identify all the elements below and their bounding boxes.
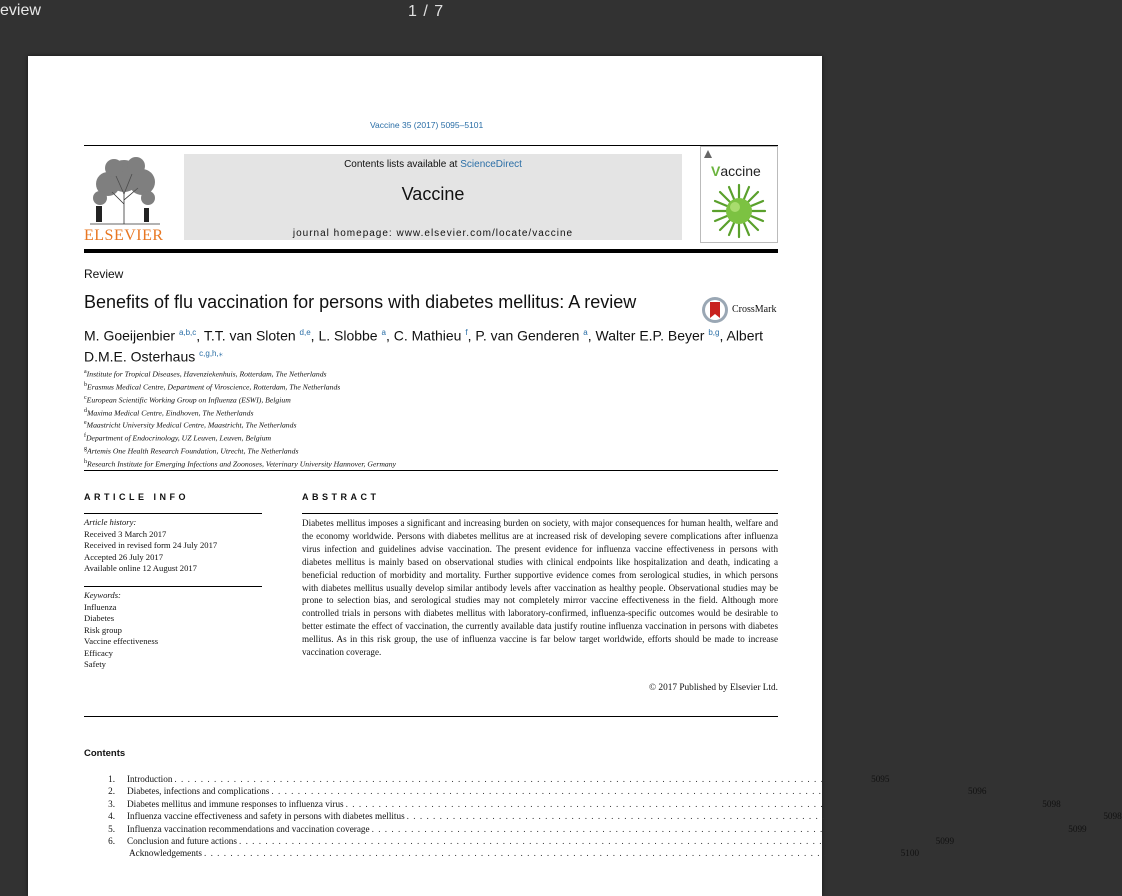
affiliation-key: g [84, 446, 87, 453]
journal-cover [700, 146, 778, 243]
toc-page: 5100 [900, 848, 920, 859]
toc-title[interactable]: Diabetes mellitus and immune responses to influenza virus [127, 798, 344, 809]
toc-title[interactable]: Conclusion and future actions [127, 835, 237, 846]
article-type: Review [84, 267, 124, 281]
affiliation-item [84, 406, 396, 419]
crossmark-label[interactable]: CrossMark [732, 304, 777, 315]
affiliation-text: Maxima Medical Centre, Eindhoven, The Netherlands [87, 408, 254, 418]
toc-item[interactable]: Acknowledgements . . . . . . . . . . . . . . . . . . . . . . . . . . . . . . . . . . . . . . . . . . . . . . . . . . . . . . . . . . . . . . . . . . . . . . . . . . . . . . . . . . . . . . . . . . . . . . . . . . . . . . . . . 5100 [129, 848, 920, 859]
toc-number: 3. [108, 798, 115, 809]
author-separator: , [385, 327, 394, 344]
affiliation-key: b [84, 381, 87, 388]
history-item: Received 3 March 2017 [84, 528, 167, 539]
author-affiliation-ref[interactable]: c,g,h,⁎ [199, 348, 223, 358]
author-affiliation-ref[interactable]: a [381, 328, 386, 337]
affiliation-item [84, 444, 396, 457]
affiliation-text: Maastricht University Medical Centre, Maastricht, The Netherlands [86, 421, 297, 430]
author-affiliation-ref[interactable]: a,b,c [178, 328, 197, 337]
contents-availability [184, 159, 682, 170]
affiliation-text: European Scientific Working Group on Influenza (ESWI), Belgium [86, 395, 291, 405]
toc-page: 5098 [1042, 798, 1061, 809]
author-name: Walter E.P. Beyer [595, 327, 705, 344]
author-name: P. van Genderen [475, 327, 580, 344]
table-of-contents [84, 774, 1122, 861]
affiliation-item [84, 457, 396, 470]
keyword-item: Risk group [84, 624, 122, 635]
author-separator: , [719, 327, 727, 344]
history-item: Available online 12 August 2017 [84, 563, 197, 573]
affiliation-key: e [84, 420, 87, 427]
toc-page: 5098 [1103, 811, 1122, 822]
page-indicator[interactable]: 1 / 7 [408, 3, 445, 20]
affiliation-item [84, 431, 396, 444]
divider [302, 513, 778, 514]
toc-number: 1. [108, 774, 115, 784]
article-history [84, 517, 217, 575]
author-separator: , [467, 327, 476, 344]
divider [84, 470, 778, 471]
cover-title: Vaccine [711, 163, 761, 179]
affiliation-key: h [84, 459, 87, 466]
affiliation-text: Erasmus Medical Centre, Department of Viroscience, Rotterdam, The Netherlands [87, 382, 341, 392]
toc-page: 5099 [935, 835, 955, 846]
affiliation-key: f [84, 433, 86, 440]
keyword-item: Diabetes [84, 613, 115, 623]
affiliation-item [84, 380, 396, 393]
crossmark-icon[interactable] [701, 296, 729, 324]
divider [84, 716, 778, 717]
divider [84, 513, 262, 514]
copyright: © 2017 Published by Elsevier Ltd. [649, 683, 778, 693]
abstract-text: Diabetes mellitus imposes a significant and increasing burden on society, with major consequences for human health, welfare and the economy worldwide. Persons with diabetes mellitus are at increased risk of developing severe complications after influenza virus infection and guidelines advise vaccination. The present evidence for influenza vaccine effectiveness in persons with diabetes mellitus is mainly based on observational studies with clinical endpoints like hospitalization and death, indicating a beneficial reduction of morbidity and mortality. Further supportive evidence comes from serological studies, in which persons with diabetes mellitus usually develop similar antibody levels after vaccination as healthy people. Observational studies may be prone to selection bias, and serological studies may not completely mirror vaccine effectiveness in the field. Although more controlled trials in persons with diabetes mellitus with laboratory-confirmed, influenza-specific outcomes would be desirable to better estimate the effect of vaccination, the currently available data justify routine influenza vaccination in persons with diabetes mellitus. As in this risk group, the use of influenza vaccine is far below target worldwide, efforts should be made to increase vaccination coverage. [302, 518, 778, 658]
toc-title[interactable]: Influenza vaccination recommendations and vaccination coverage [127, 823, 370, 834]
article-title: Benefits of flu vaccination for persons with diabetes mellitus: A review [84, 292, 637, 312]
journal-name: Vaccine [401, 184, 465, 204]
toc-title[interactable]: Diabetes, infections and complications [127, 786, 270, 797]
author-affiliation-ref[interactable]: a [583, 328, 588, 337]
sciencedirect-link[interactable]: ScienceDirect [460, 159, 522, 170]
toc-item[interactable]: 3. Diabetes mellitus and immune responses to influenza virus . . . . . . . . . . . . . . . . . . . . . . . . . . . . . . . . . . . . . . . . . . . . . . . . . . . . . . . . . . . . . . . . . . . . . . . . . . . . . . . . . . . . . . . . . . . . . . . . . . . . . . . . . 5098 [84, 799, 778, 811]
affiliation-key: a [84, 369, 87, 375]
publisher-wordmark: ELSEVIER [84, 227, 164, 244]
affiliation-text: Artemis One Health Research Foundation, Utrecht, The Netherlands [87, 446, 299, 456]
author-separator: , [196, 327, 204, 344]
contents-prefix: Contents lists available at [344, 159, 461, 170]
author-affiliation-ref[interactable]: d,e [299, 328, 311, 337]
author-affiliation-ref[interactable]: b,g [708, 328, 720, 337]
affiliation-list [84, 367, 396, 470]
divider [84, 586, 262, 587]
toc-number: 2. [108, 786, 115, 797]
author-name: Albert D.M.E. Osterhaus [84, 327, 764, 365]
abstract-heading: ABSTRACT [302, 492, 380, 502]
toc-item[interactable]: 5. Influenza vaccination recommendations and vaccination coverage . . . . . . . . . . . . . . . . . . . . . . . . . . . . . . . . . . . . . . . . . . . . . . . . . . . . . . . . . . . . . . . . . . . . . . . . . . . . . . . . . . . . . . . . . . . . . . . . . . . . . . . . . 5099 [84, 824, 778, 836]
toc-number: 6. [108, 835, 115, 846]
keywords-label: Keywords: [84, 590, 121, 600]
header-divider [84, 249, 778, 253]
keyword-item: Influenza [84, 601, 117, 612]
cover-logo-icon [703, 149, 713, 159]
journal-citation[interactable]: Vaccine 35 (2017) 5095–5101 [370, 120, 484, 130]
history-label: Article history: [84, 517, 137, 527]
journal-banner [184, 154, 682, 240]
affiliation-text: Department of Endocrinology, UZ Leuven, Leuven, Belgium [86, 433, 272, 443]
author-name: L. Slobbe [318, 327, 378, 344]
affiliation-text: Institute for Tropical Diseases, Havenziekenhuis, Rotterdam, The Netherlands [86, 369, 327, 379]
keywords [84, 590, 158, 671]
affiliation-text: Research Institute for Emerging Infections and Zoonoses, Veterinary University Hannover, Germany [87, 459, 397, 469]
article-info-heading: ARTICLE INFO [84, 492, 189, 502]
document-title: eview [0, 2, 41, 19]
author-name: M. Goeijenbier [84, 327, 176, 344]
author-separator: , [310, 327, 319, 344]
toc-item[interactable]: 4. Influenza vaccine effectiveness and safety in persons with diabetes mellitus . . . . . . . . . . . . . . . . . . . . . . . . . . . . . . . . . . . . . . . . . . . . . . . . . . . . . . . . . . . . . . . . . . . . . . . . . . . . . . . . . . . . . . . . . . . . . . . . . . . . . . . . . 5098 [84, 811, 778, 823]
pdf-page [28, 56, 1122, 896]
author-list [84, 324, 784, 365]
affiliation-item [84, 418, 396, 431]
affiliation-item [84, 393, 396, 406]
history-item: Received in revised form 24 July 2017 [84, 540, 218, 550]
keyword-item: Safety [84, 659, 106, 669]
toc-title[interactable]: Acknowledgements [129, 848, 202, 859]
virus-illustration-icon [709, 183, 769, 239]
contents-heading: Contents [84, 748, 126, 759]
divider [84, 145, 778, 146]
toc-number: 5. [108, 823, 115, 834]
toc-title[interactable]: Influenza vaccine effectiveness and safety in persons with diabetes mellitus [127, 811, 405, 822]
toc-item[interactable]: 1. Introduction . . . . . . . . . . . . . . . . . . . . . . . . . . . . . . . . . . . . . . . . . . . . . . . . . . . . . . . . . . . . . . . . . . . . . . . . . . . . . . . . . . . . . . . . . . . . . . . . . . . . . . . . . 5095 [84, 774, 778, 786]
author-separator: , [587, 327, 596, 344]
toc-item[interactable]: 2. Diabetes, infections and complications . . . . . . . . . . . . . . . . . . . . . . . . . . . . . . . . . . . . . . . . . . . . . . . . . . . . . . . . . . . . . . . . . . . . . . . . . . . . . . . . . . . . . . . . . . . . . . . . . . . . . . . . . 5096 [84, 786, 778, 798]
affiliation-item [84, 367, 396, 380]
affiliation-key: d [84, 407, 87, 414]
toc-page: 5096 [968, 786, 987, 797]
toc-title[interactable]: Introduction [127, 774, 173, 784]
keyword-item: Efficacy [84, 647, 113, 658]
toc-page: 5099 [1068, 823, 1087, 834]
author-name: T.T. van Sloten [203, 327, 296, 344]
journal-homepage[interactable]: journal homepage: www.elsevier.com/locate/vaccine [292, 228, 574, 239]
affiliation-key: c [84, 394, 87, 401]
author-affiliation-ref[interactable]: f [465, 328, 468, 337]
toc-page: 5095 [871, 774, 890, 784]
toc-item[interactable]: 6. Conclusion and future actions . . . . . . . . . . . . . . . . . . . . . . . . . . . . . . . . . . . . . . . . . . . . . . . . . . . . . . . . . . . . . . . . . . . . . . . . . . . . . . . . . . . . . . . . . . . . . . . . . . . . . . . . . 5099 [84, 836, 778, 848]
history-item: Accepted 26 July 2017 [84, 551, 163, 562]
author-name: C. Mathieu [393, 327, 462, 344]
keyword-item: Vaccine effectiveness [84, 636, 159, 646]
viewer-toolbar [0, 0, 835, 36]
toc-number: 4. [108, 811, 115, 822]
